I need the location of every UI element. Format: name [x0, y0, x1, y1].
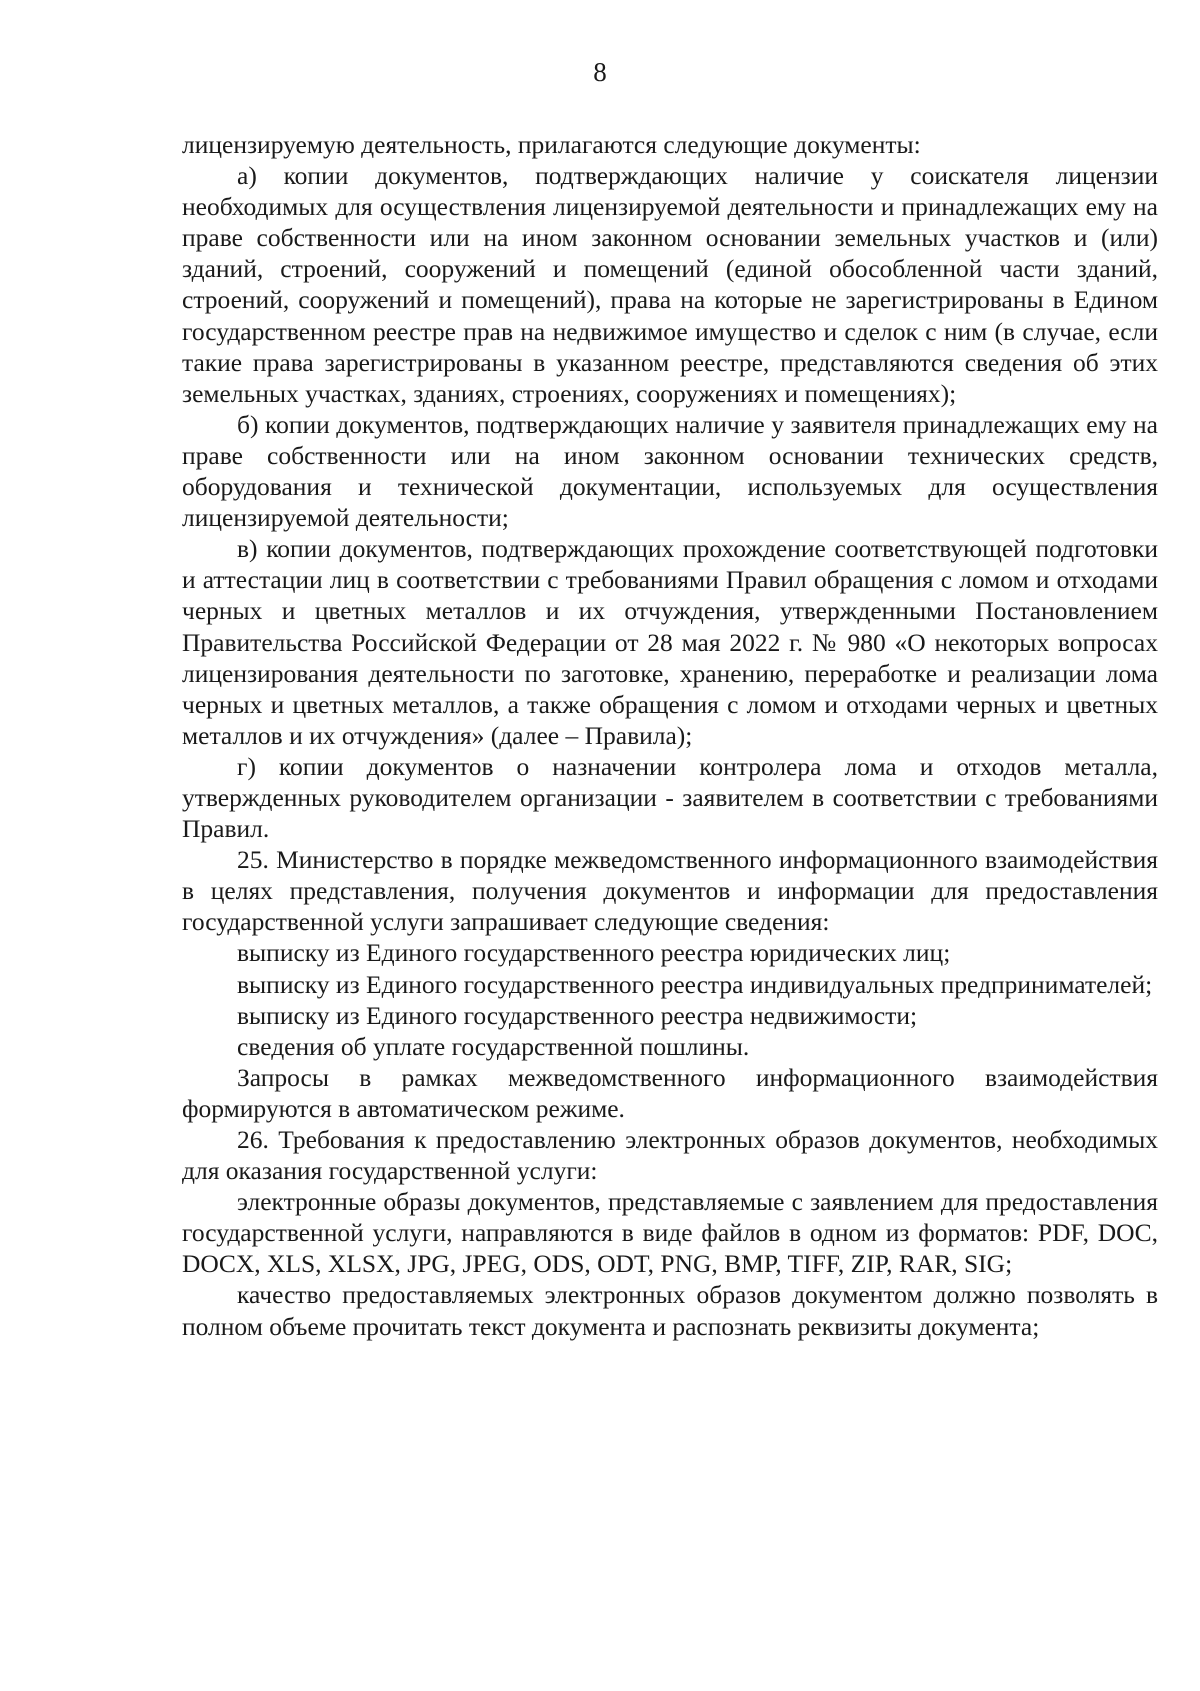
paragraph-automatic-requests: Запросы в рамках межведомственного информационного взаимодействия формируются в автоматическом режиме.	[182, 1062, 1158, 1123]
paragraph-item-a: а) копии документов, подтверждающих наличие у соискателя лицензии необходимых для осуществления лицензируемой деятельности и принадлежащих ему на праве собственности или на ином законном основании земельных участков и (или) зданий, строений, сооружений и помещений (единой обособленной части зданий, строений, сооружений и помещений), права на которые не зарегистрированы в Едином государственном реестре прав на недвижимое имущество и сделок с ним (в случае, если такие права зарегистрированы в указанном реестре, представляются сведения об этих земельных участках, зданиях, строениях, сооружениях и помещениях);	[182, 161, 1158, 408]
paragraph-state-fee: сведения об уплате государственной пошлины.	[237, 1031, 750, 1061]
paragraph-item-b: б) копии документов, подтверждающих наличие у заявителя принадлежащих ему на праве собственности или на ином законном основании технических средств, оборудования и технической документации, используемых для осуществления лицензируемой деятельности;	[182, 409, 1158, 533]
paragraph-extract-entrepreneurs: выписку из Единого государственного реестра индивидуальных предпринимателей;	[237, 969, 1153, 999]
paragraph-item-v: в) копии документов, подтверждающих прохождение соответствующей подготовки и аттестации лиц в соответствии с требованиями Правил обращения с ломом и отходами черных и цветных металлов и их отчуждения, утвержденными Постановлением Правительства Российской Федерации от 28 мая 2022 г. № 980 «О некоторых вопросах лицензирования деятельности по заготовке, хранению, переработке и реализации лома черных и цветных металлов, а также обращения с ломом и отходами черных и цветных металлов и их отчуждения» (далее – Правила);	[182, 534, 1158, 750]
page-number: 8	[593, 57, 607, 87]
paragraph-image-quality: качество предоставляемых электронных образов документом должно позволять в полном объеме прочитать текст документа и распознать реквизиты документа;	[182, 1280, 1158, 1341]
paragraph-clause-25: 25. Министерство в порядке межведомственного информационного взаимодействия в целях представления, получения документов и информации для предоставления государственной услуги запрашивает следующие сведения:	[182, 845, 1158, 937]
paragraph-file-formats: электронные образы документов, представляемые с заявлением для предоставления государственной услуги, направляются в виде файлов в одном из форматов: PDF, DOC, DOCX, XLS, XLSX, JPG, JPEG, ODS, ODT, PNG, BMP, TIFF, ZIP, RAR, SIG;	[182, 1187, 1158, 1279]
paragraph-extract-legal-entities: выписку из Единого государственного реестра юридических лиц;	[237, 938, 951, 968]
paragraph-item-g: г) копии документов о назначении контролера лома и отходов металла, утвержденных руководителем организации - заявителем в соответствии с требованиями Правил.	[182, 751, 1158, 844]
paragraph-clause-26: 26. Требования к предоставлению электронных образов документов, необходимых для оказания государственной услуги:	[182, 1125, 1158, 1186]
paragraph-extract-real-estate: выписку из Единого государственного реестра недвижимости;	[237, 1000, 918, 1030]
document-body	[182, 129, 1158, 1342]
paragraph-continuation: лицензируемую деятельность, прилагаются следующие документы:	[182, 130, 921, 159]
